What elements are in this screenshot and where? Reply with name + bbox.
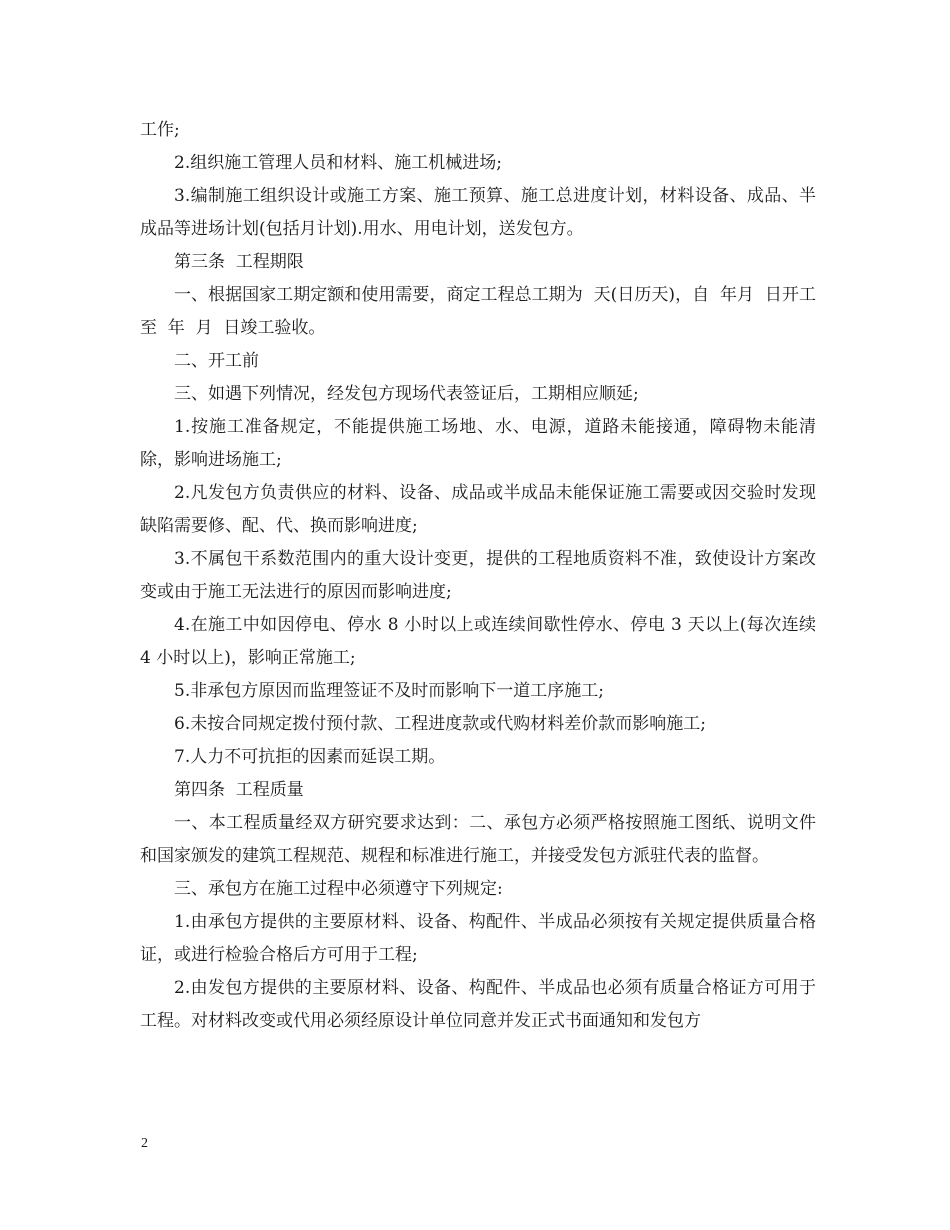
paragraph: 4.在施工中如因停电、停水 8 小时以上或连续间歇性停水、停电 3 天以上(每次连续 4 小时以上)，影响正常施工; xyxy=(140,615,822,668)
paragraph: 3.不属包干系数范围内的重大设计变更，提供的工程地质资料不准，致使设计方案改变或由于施工无法进行的原因而影响进度; xyxy=(140,549,816,602)
paragraph: 2.凡发包方负责供应的材料、设备、成品或半成品未能保证施工需要或因交验时发现缺陷需要修、配、代、换而影响进度; xyxy=(140,483,816,536)
paragraph: 一、根据国家工期定额和使用需要，商定工程总工期为 天(日历天)，自 年月 日开工至 年 月 日竣工验收。 xyxy=(140,285,816,338)
section-heading: 第三条 工程期限 xyxy=(174,252,304,272)
paragraph: 二、开工前 xyxy=(174,351,259,371)
document-body xyxy=(140,114,822,1038)
paragraph: 6.未按合同规定拨付预付款、工程进度款或代购材料差价款而影响施工; xyxy=(174,714,706,734)
paragraph: 7.人力不可抗拒的因素而延误工期。 xyxy=(174,747,446,767)
section-heading: 第四条 工程质量 xyxy=(174,780,304,800)
paragraph: 1.按施工准备规定，不能提供施工场地、水、电源，道路未能接通，障碍物未能清除，影响进场施工; xyxy=(140,417,816,470)
paragraph: 三、如遇下列情况，经发包方现场代表签证后，工期相应顺延; xyxy=(174,384,639,404)
paragraph: 三、承包方在施工过程中必须遵守下列规定: xyxy=(174,879,503,899)
paragraph: 工作; xyxy=(140,120,180,140)
paragraph: 1.由承包方提供的主要原材料、设备、构配件、半成品必须按有关规定提供质量合格证，或进行检验合格后方可用于工程; xyxy=(140,912,816,965)
paragraph: 5.非承包方原因而监理签证不及时而影响下一道工序施工; xyxy=(174,681,604,701)
paragraph: 3.编制施工组织设计或施工方案、施工预算、施工总进度计划，材料设备、成品、半成品等进场计划(包括月计划).用水、用电计划，送发包方。 xyxy=(140,186,816,239)
paragraph: 2.由发包方提供的主要原材料、设备、构配件、半成品也必须有质量合格证方可用于工程。对材料改变或代用必须经原设计单位同意并发正式书面通知和发包方 xyxy=(140,978,816,1031)
paragraph: 一、本工程质量经双方研究要求达到：二、承包方必须严格按照施工图纸、说明文件和国家颁发的建筑工程规范、规程和标准进行施工，并接受发包方派驻代表的监督。 xyxy=(140,813,816,866)
paragraph: 2.组织施工管理人员和材料、施工机械进场; xyxy=(174,153,502,173)
page-number: 2 xyxy=(141,1136,148,1151)
